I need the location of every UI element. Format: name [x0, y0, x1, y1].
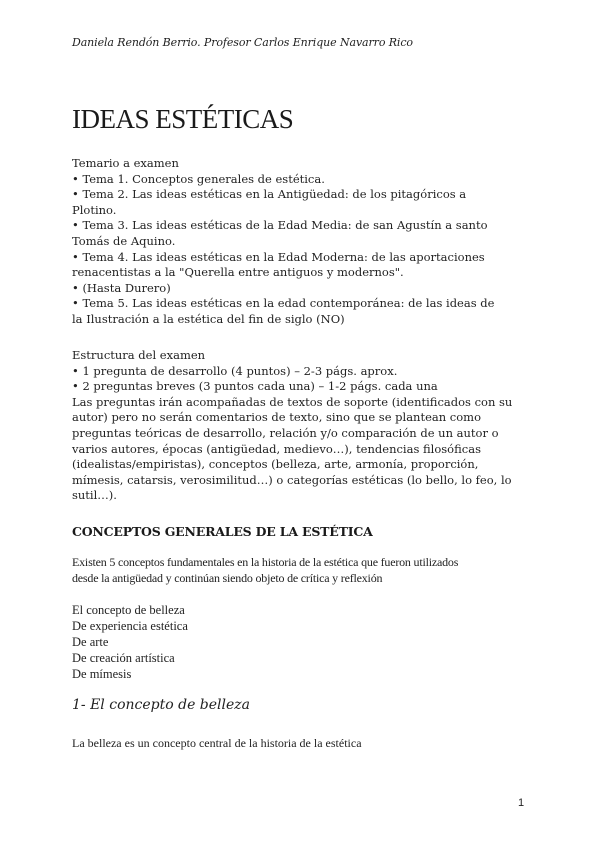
section-heading: CONCEPTOS GENERALES DE LA ESTÉTICA	[72, 524, 373, 539]
syllabus-line: • (Hasta Durero)	[72, 280, 171, 295]
closing-paragraph	[72, 735, 532, 751]
document-title: IDEAS ESTÉTICAS	[72, 104, 294, 134]
syllabus-line: Temario a examen	[72, 156, 179, 170]
syllabus-line: • Tema 1. Conceptos generales de estética.	[72, 171, 325, 186]
exam-structure-line: sutil…).	[72, 488, 117, 503]
syllabus-line: • Tema 2. Las ideas estéticas en la Antigüedad: de los pitagóricos a	[72, 187, 467, 202]
syllabus-section	[72, 156, 495, 328]
syllabus-line: • Tema 5. Las ideas estéticas en la edad contemporánea: de las ideas de	[72, 296, 495, 311]
exam-structure-line: Las preguntas irán acompañadas de textos de soporte (identificados con su	[72, 394, 513, 409]
exam-structure-line: autor) pero no serán comentarios de texto, sino que se plantean como	[72, 410, 482, 425]
exam-structure-line: Estructura del examen	[72, 348, 206, 362]
concept-item: De arte	[72, 635, 109, 649]
syllabus-line: Plotino.	[72, 202, 117, 217]
exam-structure-line: preguntas teóricas de desarrollo, relación y/o comparación de un autor o	[72, 425, 499, 440]
concept-item: De creación artística	[72, 651, 175, 665]
exam-structure-section	[72, 348, 513, 504]
subheading-belleza: 1- El concepto de belleza	[72, 697, 251, 713]
concept-item: De mímesis	[72, 667, 132, 681]
exam-structure-line: (idealistas/empiristas), conceptos (belleza, arte, armonía, proporción,	[72, 457, 479, 472]
exam-structure-line: mímesis, catarsis, verosimilitud…) o categorías estéticas (lo bello, lo feo, lo	[72, 472, 512, 487]
concept-item: De experiencia estética	[72, 619, 188, 633]
intro-line: desde la antigüedad y continúan siendo objeto de crítica y reflexión	[72, 571, 383, 585]
exam-structure-line: • 1 pregunta de desarrollo (4 puntos) – 2-3 págs. aprox.	[72, 363, 398, 378]
syllabus-line: • Tema 3. Las ideas estéticas de la Edad Media: de san Agustín a santo	[72, 218, 488, 233]
intro-paragraph	[72, 554, 532, 586]
exam-structure-line: • 2 preguntas breves (3 puntos cada una) – 1-2 págs. cada una	[72, 379, 438, 394]
exam-structure-line: varios autores, épocas (antigüedad, medievo…), tendencias filosóficas	[72, 441, 481, 456]
concept-item: El concepto de belleza	[72, 603, 185, 617]
syllabus-line: renacentistas a la "Querella entre antiguos y modernos".	[72, 265, 404, 280]
syllabus-line: • Tema 4. Las ideas estéticas en la Edad Moderna: de las aportaciones	[72, 249, 485, 264]
intro-line: Existen 5 conceptos fundamentales en la historia de la estética que fueron utilizados	[72, 555, 459, 569]
syllabus-line: la Ilustración a la estética del fin de siglo (NO)	[72, 311, 345, 326]
closing-line: La belleza es un concepto central de la historia de la estética	[72, 736, 362, 750]
concepts-list	[72, 602, 532, 682]
syllabus-line: Tomás de Aquino.	[72, 233, 176, 248]
page-header-authors: Daniela Rendón Berrio. Profesor Carlos Enrique Navarro Rico	[72, 36, 413, 49]
page-number: 1	[518, 797, 525, 809]
